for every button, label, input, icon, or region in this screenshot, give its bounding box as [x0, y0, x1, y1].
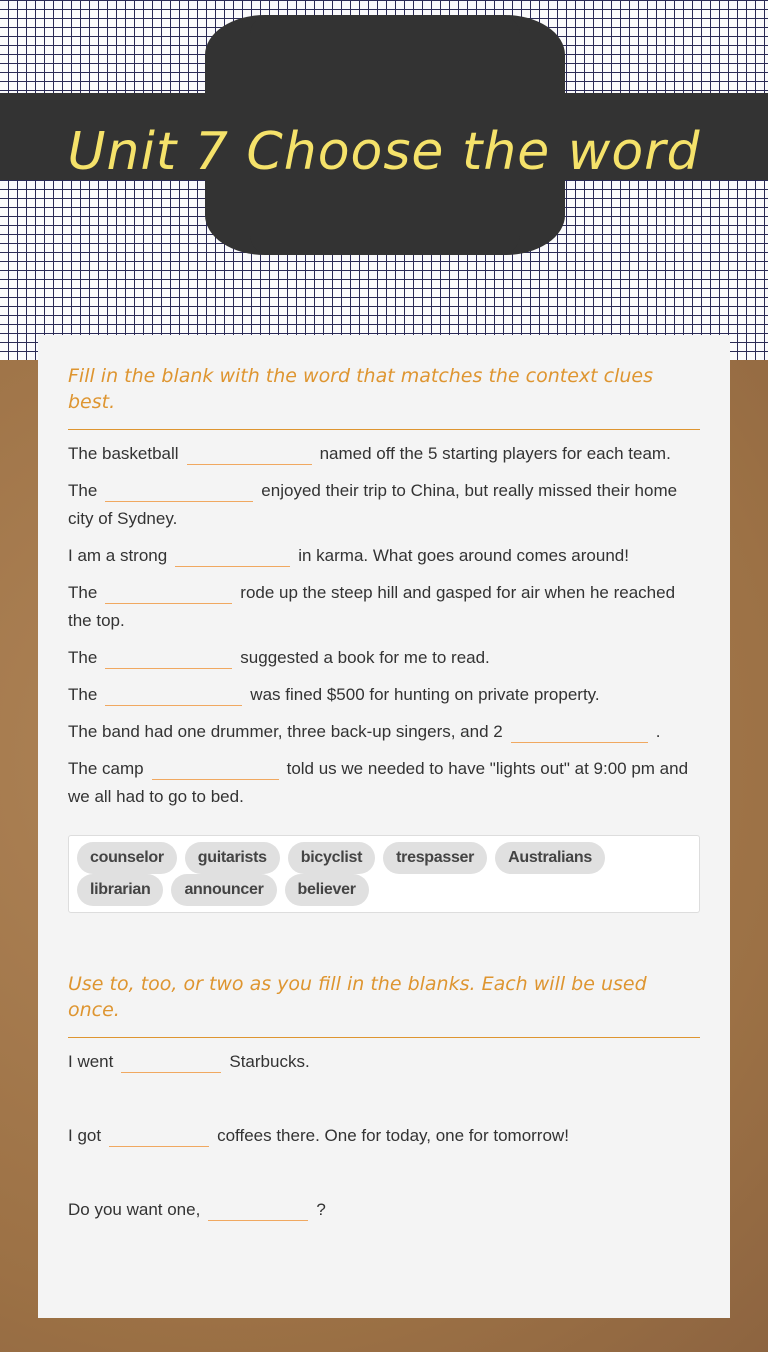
question-text-before: The — [68, 583, 98, 602]
section-2-instruction: Use to, too, or two as you fill in the blanks. Each will be used once. — [68, 971, 700, 1038]
blank-input[interactable] — [105, 649, 232, 669]
question-text-before: The basketball — [68, 444, 179, 463]
question-text-after: told us we needed to have "lights out" at 9:00 pm and we all had to go to bed. — [68, 759, 689, 806]
blank-input[interactable] — [511, 723, 648, 743]
blank-input[interactable] — [121, 1053, 221, 1073]
word-chip[interactable]: trespasser — [383, 842, 487, 874]
question — [68, 718, 700, 746]
question-text-after: rode up the steep hill and gasped for air when he reached the top. — [68, 583, 676, 630]
question — [68, 681, 700, 709]
question — [68, 755, 700, 811]
word-chip[interactable]: librarian — [77, 874, 163, 906]
question-text-before: The — [68, 648, 98, 667]
question — [68, 1196, 700, 1224]
question — [68, 477, 700, 533]
question-text-after: coffees there. One for today, one for tomorrow! — [217, 1126, 569, 1145]
section-1-questions — [68, 440, 700, 811]
word-chip[interactable]: believer — [285, 874, 369, 906]
word-chip[interactable]: counselor — [77, 842, 177, 874]
question — [68, 1048, 700, 1076]
question-text-after: enjoyed their trip to China, but really missed their home city of Sydney. — [68, 481, 678, 528]
question-text-before: I am a strong — [68, 546, 168, 565]
question-text-before: Do you want one, — [68, 1200, 201, 1219]
blank-input[interactable] — [152, 760, 279, 780]
blank-input[interactable] — [105, 584, 232, 604]
question-text-after: Starbucks. — [229, 1052, 310, 1071]
worksheet-card — [38, 335, 730, 1318]
question-text-after: named off the 5 starting players for each team. — [319, 444, 671, 463]
question — [68, 440, 700, 468]
word-bank — [68, 835, 700, 913]
question-text-after: suggested a book for me to read. — [240, 648, 490, 667]
question-text-before: The — [68, 481, 98, 500]
question — [68, 542, 700, 570]
question-text-before: I got — [68, 1126, 102, 1145]
question-text-after: . — [655, 722, 661, 741]
word-chip[interactable]: announcer — [171, 874, 276, 906]
question-text-before: The band had one drummer, three back-up singers, and 2 — [68, 722, 503, 741]
question-text-before: I went — [68, 1052, 114, 1071]
blank-input[interactable] — [105, 686, 242, 706]
question-text-after: was fined $500 for hunting on private property. — [250, 685, 600, 704]
page-title: Unit 7 Choose the word — [67, 122, 701, 182]
question-text-after: ? — [316, 1200, 326, 1219]
blank-input[interactable] — [175, 547, 290, 567]
blank-input[interactable] — [187, 445, 312, 465]
section-2-questions — [68, 1048, 700, 1224]
question-text-before: The camp — [68, 759, 144, 778]
blank-input[interactable] — [105, 482, 253, 502]
word-chip[interactable]: Australians — [495, 842, 605, 874]
blank-input[interactable] — [109, 1127, 209, 1147]
section-1-instruction: Fill in the blank with the word that matches the context clues best. — [68, 363, 700, 430]
word-chip[interactable]: bicyclist — [288, 842, 375, 874]
question-text-after: in karma. What goes around comes around! — [298, 546, 629, 565]
question-text-before: The — [68, 685, 98, 704]
blank-input[interactable] — [208, 1201, 308, 1221]
question — [68, 579, 700, 635]
question — [68, 644, 700, 672]
word-chip[interactable]: guitarists — [185, 842, 280, 874]
question — [68, 1122, 700, 1150]
